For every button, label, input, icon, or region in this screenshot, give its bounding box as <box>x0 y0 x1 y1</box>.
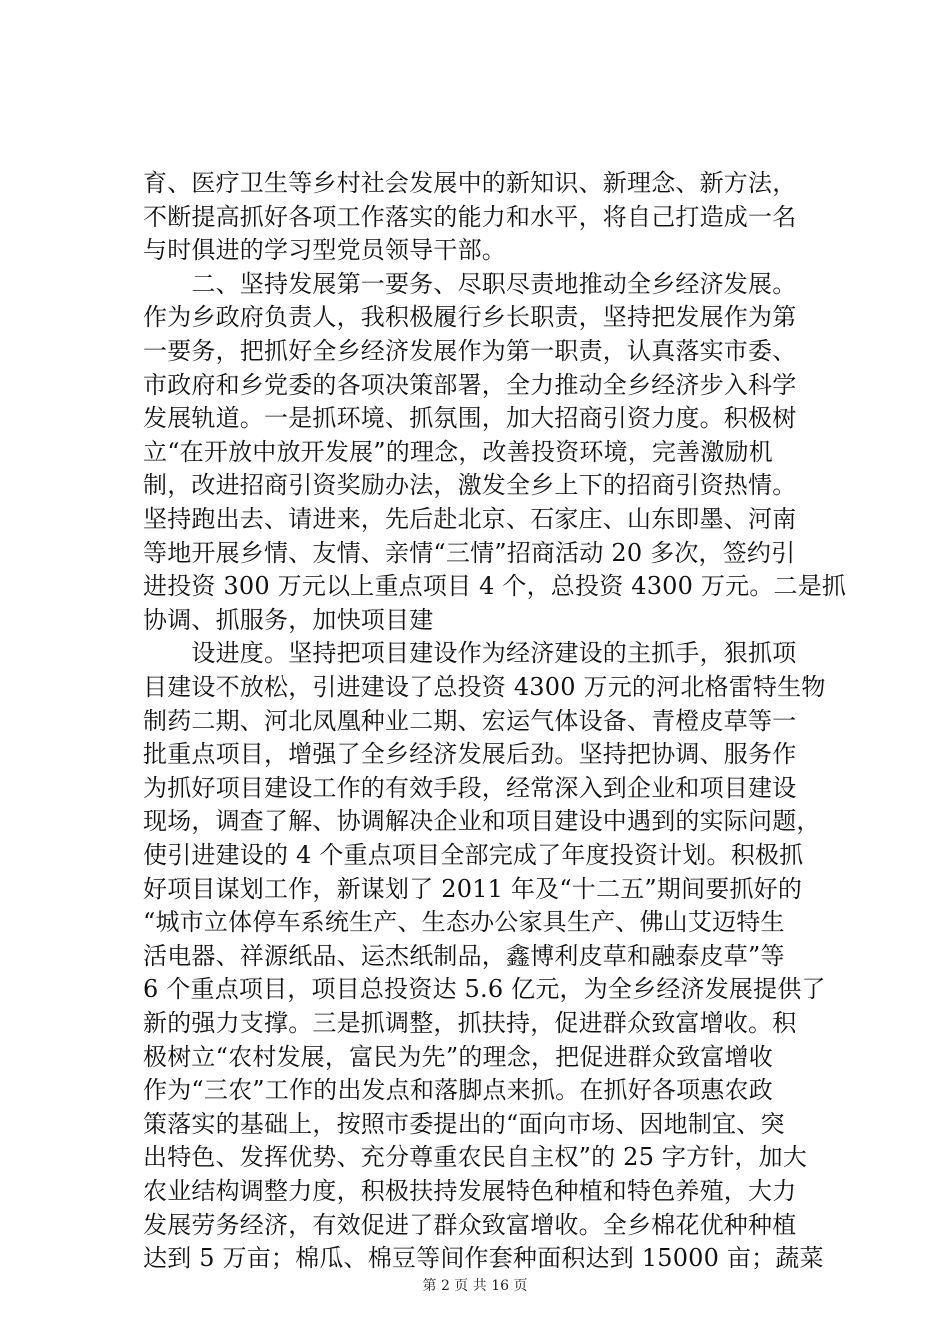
text-line: 发展轨道。一是抓环境、抓氛围，加大招商引资力度。积极树 <box>143 404 797 433</box>
text-line: “城市立体停车系统生产、生态办公家具生产、佛山艾迈特生 <box>143 908 785 937</box>
text-line: 极树立“农村发展，富民为先”的理念，把促进群众致富增收 <box>143 1042 773 1071</box>
text-line: 策落实的基础上，按照市委提出的“面向市场、因地制宜、突 <box>143 1109 785 1138</box>
text-line: 与时俱进的学习型党员领导干部。 <box>143 236 506 265</box>
text-line: 坚持跑出去、请进来，先后赴北京、石家庄、山东即墨、河南 <box>143 505 797 533</box>
page-number-footer: 第 2 页 共 16 页 <box>422 1278 528 1294</box>
text-line: 协调、抓服务，加快项目建 <box>143 605 434 634</box>
text-line: 批重点项目，增强了全乡经济发展后劲。坚持把协调、服务作 <box>143 740 797 769</box>
text-line: 作为乡政府负责人，我积极履行乡长职责，坚持把发展作为第 <box>143 303 797 332</box>
text-line: 达到 5 万亩；棉瓜、棉豆等间作套种面积达到 15000 亩；蔬菜 <box>143 1244 824 1273</box>
text-line: 6 个重点项目，项目总投资达 5.6 亿元，为全乡经济发展提供了 <box>143 975 826 1004</box>
section-heading-line: 二、坚持发展第一要务、尽职尽责地推动全乡经济发展。 <box>143 269 797 298</box>
text-line: 现场，调查了解、协调解决企业和项目建设中遇到的实际问题， <box>143 807 821 836</box>
text-line: 目建设不放松，引进建设了总投资 4300 万元的河北格雷特生物 <box>143 673 826 701</box>
text-line: 出特色、发挥优势、充分尊重农民自主权”的 25 字方针，加大 <box>143 1143 808 1172</box>
text-line: 使引进建设的 4 个重点项目全部完成了年度投资计划。积极抓 <box>143 841 804 869</box>
text-line: 进投资 300 万元以上重点项目 4 个，总投资 4300 万元。二是抓 <box>143 572 847 601</box>
text-line: 立“在开放中放开发展”的理念，改善投资环境，完善激励机 <box>143 437 773 466</box>
text-line: 制，改进招商引资奖励办法，激发全乡上下的招商引资热情。 <box>143 471 797 500</box>
text-line: 好项目谋划工作，新谋划了 2011 年及“十二五”期间要抓好的 <box>143 874 803 903</box>
text-line: 一要务，把抓好全乡经济发展作为第一职责，认真落实市委、 <box>143 337 797 365</box>
text-line: 作为“三农”工作的出发点和落脚点来抓。在抓好各项惠农政 <box>143 1076 773 1105</box>
text-line: 育、医疗卫生等乡村社会发展中的新知识、新理念、新方法， <box>143 169 797 197</box>
text-line: 农业结构调整力度，积极扶持发展特色种植和特色养殖，大力 <box>143 1177 797 1205</box>
text-line: 制药二期、河北凤凰种业二期、宏运气体设备、青橙皮草等一 <box>143 706 797 735</box>
text-line: 发展劳务经济，有效促进了群众致富增收。全乡棉花优种种植 <box>143 1210 797 1239</box>
text-line: 不断提高抓好各项工作落实的能力和水平，将自己打造成一名 <box>143 202 797 231</box>
text-line: 新的强力支撑。三是抓调整，抓扶持，促进群众致富增收。积 <box>143 1009 797 1037</box>
paragraph-start-line: 设进度。坚持把项目建设作为经济建设的主抓手，狠抓项 <box>143 639 797 668</box>
text-line: 市政府和乡党委的各项决策部署，全力推动全乡经济步入科学 <box>143 370 797 399</box>
text-line: 等地开展乡情、友情、亲情“三情”招商活动 20 多次，签约引 <box>143 538 796 567</box>
text-line: 为抓好项目建设工作的有效手段，经常深入到企业和项目建设 <box>143 773 797 802</box>
text-line: 活电器、祥源纸品、运杰纸制品，鑫博利皮草和融泰皮草”等 <box>143 941 785 970</box>
